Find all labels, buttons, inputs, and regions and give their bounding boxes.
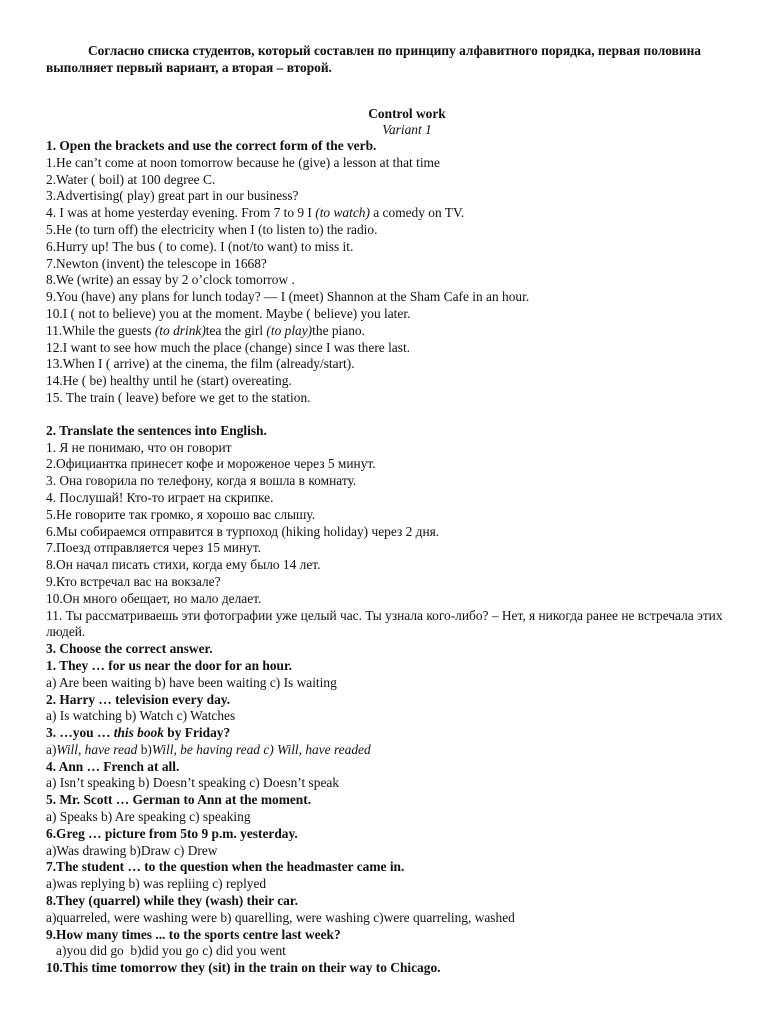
task3-heading: 3. Choose the correct answer. — [46, 641, 213, 657]
task1-item: 5.He (to turn off) the electricity when I (to listen to) the radio. — [46, 221, 378, 237]
section-gap — [46, 407, 728, 423]
task3-question: 9.How many times ... to the sports centre last week? — [46, 926, 341, 942]
intro-paragraph — [46, 42, 728, 76]
task1-item11-rest: the piano. — [312, 322, 365, 338]
task1-item-11 — [46, 323, 728, 340]
task2-item: 11. Ты рассматриваешь эти фотографии уже целый час. Ты узнала кого-либо? – Нет, я никогда ранее не встречала этих людей. — [46, 607, 723, 640]
task1-item11-text: 11.While the guests — [46, 322, 155, 338]
task3-q3-rest: by Friday? — [163, 725, 231, 741]
task2-item: 3. Она говорила по телефону, когда я вошла в комнату. — [46, 473, 357, 489]
task1-item: 14.He ( be) healthy until he (start) overeating. — [46, 373, 292, 389]
task3-question: 6.Greg … picture from 5to 9 p.m. yesterday. — [46, 825, 298, 841]
task3-answers: a) Speaks b) Are speaking c) speaking — [46, 809, 251, 825]
task2-item: 8.Он начал писать стихи, когда ему было 14 лет. — [46, 557, 321, 573]
task1-item4-verb: (to watch) — [315, 205, 370, 221]
task1-item11-verb2: (to play) — [266, 322, 313, 338]
task1-item: 10.I ( not to believe) you at the moment. Maybe ( believe) you later. — [46, 305, 411, 321]
task3-answers: a)you did go b)did you go c) did you went — [46, 943, 286, 959]
task1-item: 8.We (write) an essay by 2 o’clock tomorrow . — [46, 272, 295, 288]
task3-answers: a)was replying b) was repliing c) replyed — [46, 876, 267, 892]
task3-answers: a)quarreled, were washing were b) quarelling, were washing c)were quarreling, washed — [46, 909, 515, 925]
task1-item11-verb1: (to drink) — [154, 322, 206, 338]
task1-item: 9.You (have) any plans for lunch today? — I (meet) Shannon at the Sham Cafe in an hour. — [46, 289, 530, 305]
task2-item: 5.Не говорите так громко, я хорошо вас слышу. — [46, 506, 316, 522]
task3-answers-3 — [46, 742, 728, 759]
task3-question: 7.The student … to the question when the headmaster came in. — [46, 859, 405, 875]
task3-question: 1. They … for us near the door for an hour. — [46, 657, 293, 673]
task3-answers: a) Is watching b) Watch c) Watches — [46, 708, 236, 724]
task1-item-4 — [46, 205, 728, 222]
task2-heading: 2. Translate the sentences into English. — [46, 422, 267, 438]
task3-a3-option-a: Will, have read — [56, 741, 138, 757]
task1-item: 12.I want to see how much the place (change) since I was there last. — [46, 339, 411, 355]
task3-q3-object: this book — [113, 725, 164, 741]
task2-item: 7.Поезд отправляется через 15 минут. — [46, 540, 262, 556]
task3-answers: a)Was drawing b)Draw c) Drew — [46, 842, 218, 858]
task1-item: 1.He can’t come at noon tomorrow because he (give) a lesson at that time — [46, 154, 440, 170]
task1-item: 3.Advertising( play) great part in our business? — [46, 188, 299, 204]
task2-item: 10.Он много обещает, но мало делает. — [46, 590, 262, 606]
task1-item: 13.When I ( arrive) at the cinema, the film (already/start). — [46, 356, 355, 372]
task3-question: 4. Ann … French at all. — [46, 758, 180, 774]
intro-text: Согласно списка студентов, который составлен по принципу алфавитного порядка, первая половина выполняет первый вариант, а вторая – второй. — [46, 43, 701, 75]
task1-item: 6.Hurry up! The bus ( to come). I (not/to want) to miss it. — [46, 238, 354, 254]
task2-item: 1. Я не понимаю, что он говорит — [46, 439, 232, 455]
task2-item: 4. Послушай! Кто-то играет на скрипке. — [46, 489, 274, 505]
task1-item4-rest: a comedy on TV. — [369, 205, 465, 221]
task2-item: 6.Мы собираемся отправится в турпоход (hiking holiday) через 2 дня. — [46, 523, 440, 539]
task1-item4-text: 4. I was at home yesterday evening. From 7 to 9 I — [46, 205, 316, 221]
task1-heading: 1. Open the brackets and use the correct form of the verb. — [46, 138, 377, 153]
task3-a3-label-b: b) — [137, 741, 152, 757]
task3-question: 2. Harry … television every day. — [46, 691, 231, 707]
task1-item: 7.Newton (invent) the telescope in 1668? — [46, 255, 267, 271]
task2-item: 9.Кто встречал вас на вокзале? — [46, 573, 221, 589]
task3-answers: a) Are been waiting b) have been waiting c) Is waiting — [46, 674, 337, 690]
task1-item: 2.Water ( boil) at 100 degree C. — [46, 171, 216, 187]
variant-label: Variant 1 — [382, 122, 432, 137]
task3-question: 8.They (quarrel) while they (wash) their car. — [46, 893, 298, 909]
task3-question: 10.This time tomorrow they (sit) in the train on their way to Chicago. — [46, 960, 441, 976]
task3-a3-label-a: a) — [46, 741, 57, 757]
task3-answers: a) Isn’t speaking b) Doesn’t speaking c) Doesn’t speak — [46, 775, 340, 791]
task3-question-3 — [46, 725, 728, 742]
task3-question: 5. Mr. Scott … German to Ann at the moment. — [46, 792, 312, 808]
task3-a3-option-bc: Will, be having read c) Will, have readed — [151, 741, 371, 757]
task1-item11-mid: tea the girl — [205, 322, 267, 338]
task1-item: 15. The train ( leave) before we get to the station. — [46, 389, 311, 405]
task2-item: 2.Официантка принесет кофе и мороженое через 5 минут. — [46, 456, 376, 472]
task3-q3-text: 3. …you … — [46, 725, 114, 741]
page-title: Control work — [368, 106, 446, 121]
